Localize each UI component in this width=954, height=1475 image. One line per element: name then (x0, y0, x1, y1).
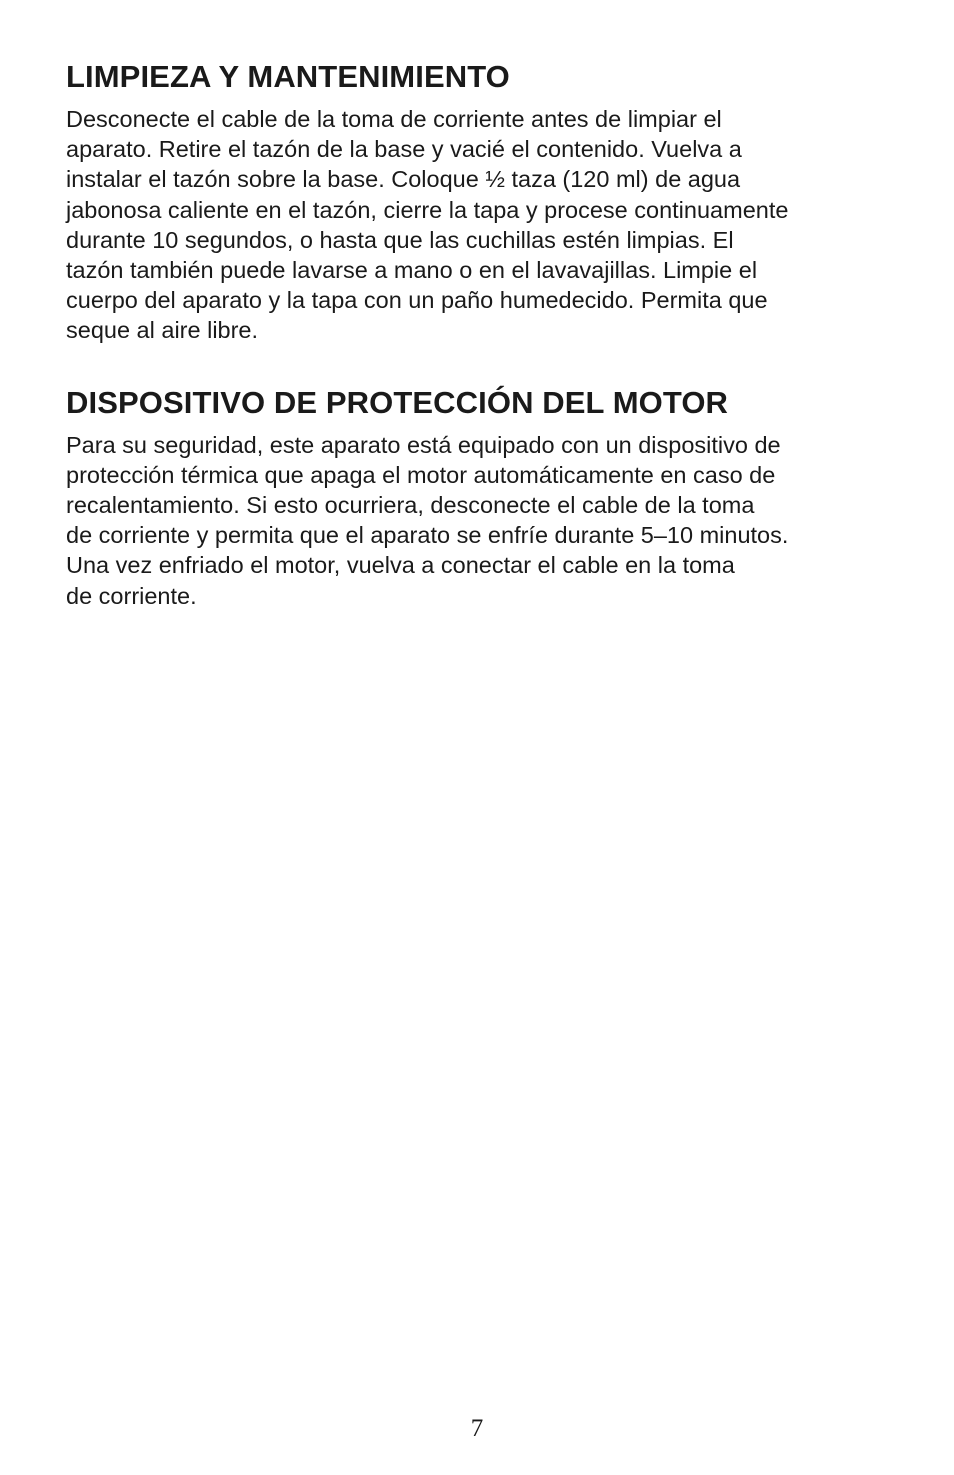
section-motor-protection (66, 384, 906, 611)
paragraph-line: recalentamiento. Si esto ocurriera, desconecte el cable de la toma (66, 492, 755, 519)
paragraph-line: durante 10 segundos, o hasta que las cuchillas estén limpias. El (66, 226, 734, 253)
paragraph-line: aparato. Retire el tazón de la base y vacié el contenido. Vuelva a (66, 136, 742, 163)
paragraph-line: tazón también puede lavarse a mano o en el lavavajillas. Limpie el (66, 257, 758, 284)
document-body (66, 58, 906, 611)
page-number: 7 (470, 1415, 484, 1442)
paragraph-line: protección térmica que apaga el motor automáticamente en caso de (66, 461, 776, 488)
section-heading: DISPOSITIVO DE PROTECCIÓN DEL MOTOR (66, 384, 729, 420)
section-paragraph (66, 430, 906, 611)
paragraph-line: jabonosa caliente en el tazón, cierre la tapa y procese continuamente (66, 196, 789, 223)
section-cleaning-maintenance (66, 58, 906, 346)
paragraph-line: Una vez enfriado el motor, vuelva a conectar el cable en la toma (66, 552, 735, 579)
paragraph-line: de corriente. (66, 582, 197, 609)
paragraph-line: Desconecte el cable de la toma de corriente antes de limpiar el (66, 106, 722, 132)
paragraph-line: Para su seguridad, este aparato está equipado con un dispositivo de (66, 431, 781, 458)
paragraph-line: instalar el tazón sobre la base. Coloque ½ taza (120 ml) de agua (66, 166, 741, 193)
section-heading: LIMPIEZA Y MANTENIMIENTO (66, 59, 510, 94)
paragraph-line: de corriente y permita que el aparato se enfríe durante 5–10 minutos. (66, 522, 789, 549)
section-paragraph (66, 104, 906, 346)
paragraph-line: cuerpo del aparato y la tapa con un paño humedecido. Permita que (66, 287, 768, 314)
paragraph-line: seque al aire libre. (66, 317, 259, 344)
